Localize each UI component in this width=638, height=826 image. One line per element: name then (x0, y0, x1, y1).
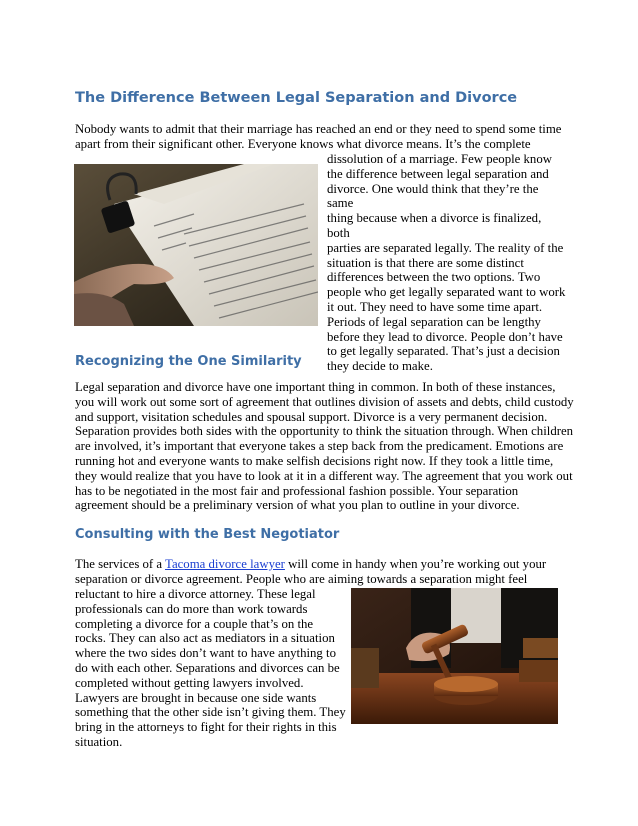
similarity-paragraph (75, 380, 575, 513)
paragraph-line: and support, visitation schedules and spousal support. Divorce is a very permanent decision. (75, 409, 548, 424)
intro-line: situation is that there are some distinct (327, 255, 524, 270)
intro-line: differences between the two options. Two (327, 270, 541, 285)
paragraph-line: rocks. They can also act as mediators in a situation (75, 631, 335, 646)
intro-line: people who get legally separated want to work (327, 285, 566, 300)
section-heading-negotiator: Consulting with the Best Negotiator (75, 527, 340, 542)
intro-line: it out. They need to have some time apart. (327, 299, 543, 314)
intro-line: Nobody wants to admit that their marriage has reached an end or they need to spend some time (75, 122, 562, 136)
intro-line: parties are separated legally. The reality of the (327, 240, 564, 255)
intro-line: divorce. One would think that they’re the same (327, 181, 539, 211)
paragraph-line: bring in the attorneys to fight for their rights in this (75, 720, 337, 735)
text-run: will come in handy when you’re working out your (284, 557, 547, 571)
intro-paragraph (75, 122, 565, 152)
paragraph-line: separation or divorce agreement. People who are aiming towards a separation might feel (75, 571, 528, 586)
paragraph-line: agreement should be a preliminary version of what you plan to outline in your divorce. (75, 498, 520, 513)
paragraph-line: completing a divorce for a couple that’s on the (75, 616, 314, 631)
text-run: The services of a (75, 557, 166, 571)
intro-line: before they lead to divorce. People don’t have (327, 329, 563, 344)
paragraph-line: situation. (75, 734, 123, 749)
negotiator-intro (75, 557, 575, 587)
paragraph-line: are involved, it’s important that everyone takes a step back from the predicament. Emotions are (75, 439, 564, 454)
paragraph-line: something that the other side isn’t giving them. They (75, 705, 346, 720)
document-paperclip-photo (74, 164, 318, 326)
intro-line: apart from their significant other. Everyone knows what divorce means. It’s the complete (75, 136, 531, 151)
paragraph-line: reluctant to hire a divorce attorney. These legal (75, 587, 316, 601)
intro-wrap-text (327, 152, 567, 374)
document-paperclip-illustration (74, 164, 318, 326)
paragraph-line: completed without getting lawyers involved. (75, 675, 304, 690)
paragraph-line: Legal separation and divorce have one important thing in common. In both of these instances, (75, 380, 556, 394)
paragraph-line: Lawyers are brought in because one side wants (75, 690, 317, 705)
paragraph-line: running hot and everyone wants to make selfish decisions right now. If they took a little time, (75, 453, 554, 468)
intro-line: thing because when a divorce is finalized, both (327, 211, 542, 240)
judge-gavel-photo (351, 588, 558, 724)
tacoma-divorce-lawyer-link[interactable]: Tacoma divorce lawyer (165, 557, 285, 571)
paragraph-line: where the two sides don’t want to have anything to (75, 646, 336, 661)
intro-line: dissolution of a marriage. Few people know (327, 152, 552, 166)
page-title: The Difference Between Legal Separation and Divorce (75, 90, 518, 106)
negotiator-wrap-text (75, 587, 350, 750)
paragraph-line (75, 557, 575, 572)
paragraph-line: do with each other. Separations and divorces can be (75, 660, 340, 675)
paragraph-line: you will work out some sort of agreement that outlines division of assets and debts, child custody (75, 394, 574, 409)
judge-gavel-illustration (351, 588, 558, 724)
intro-line: to get legally separated. That’s just a decision (327, 344, 560, 359)
paragraph-line: has to be negotiated in the most fair and professional fashion possible. Your separation (75, 483, 519, 498)
intro-line: Periods of legal separation can be lengthy (327, 314, 541, 329)
paragraph-line: professionals can do more than work towards (75, 601, 308, 616)
section-heading-similarity: Recognizing the One Similarity (75, 354, 302, 369)
intro-line: they decide to make. (327, 359, 433, 374)
paragraph-line: they would realize that you have to look at it in a different way. The agreement that you work out (75, 468, 573, 483)
intro-line: the difference between legal separation and (327, 166, 549, 181)
paragraph-line: Separation provides both sides with the opportunity to think the situation through. When children (75, 424, 574, 439)
